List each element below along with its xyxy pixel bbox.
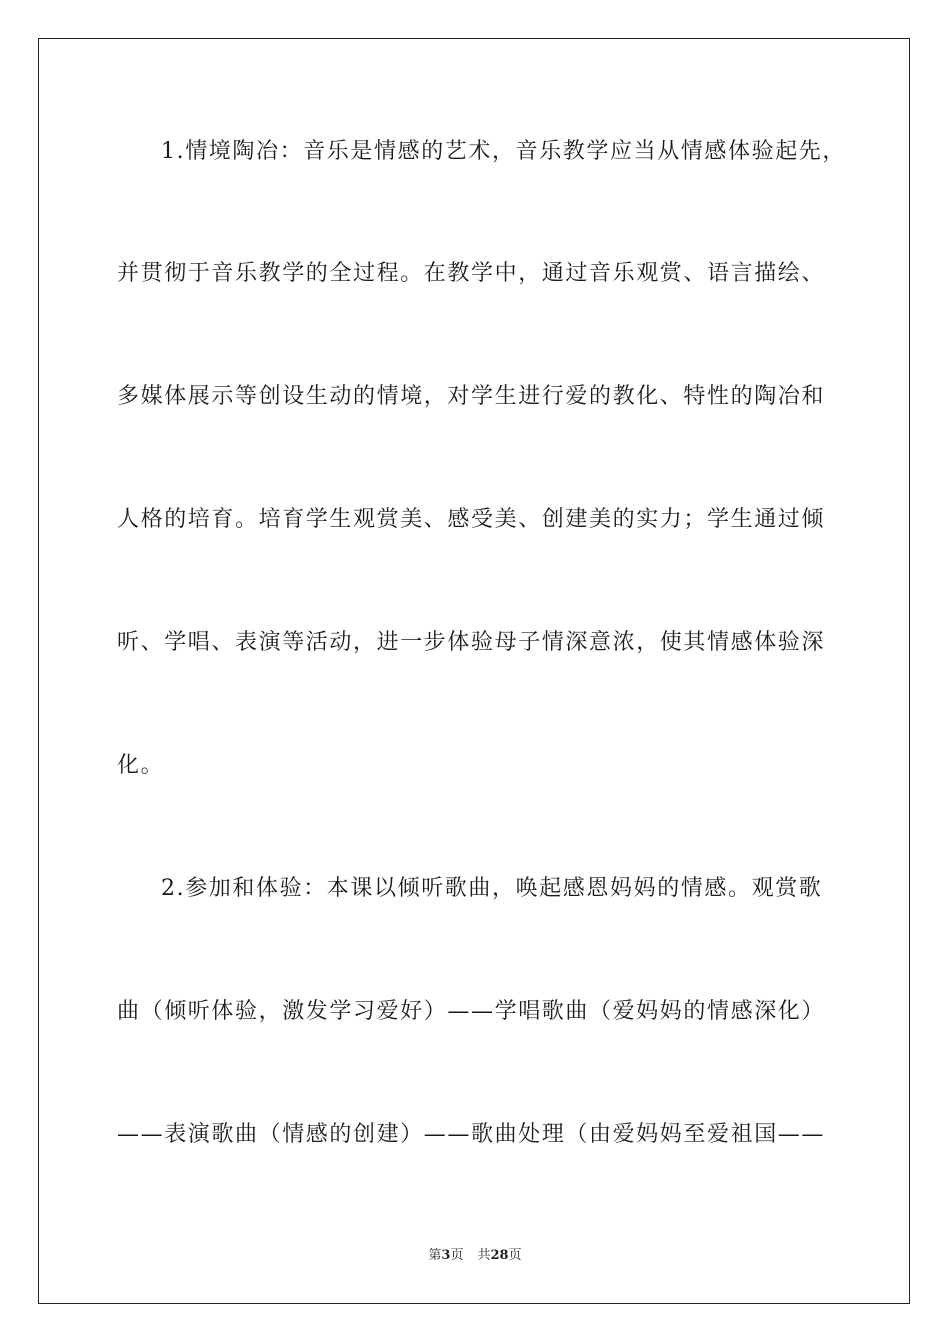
- paragraph-2-line-1: 2.参加和体验：本课以倾听歌曲，唤起感恩妈妈的情感。观赏歌: [161, 876, 823, 901]
- paragraph-1-line-3: 多媒体展示等创设生动的情境，对学生进行爱的教化、特性的陶冶和: [117, 384, 826, 409]
- paragraph-2-line-3: ——表演歌曲（情感的创建）——歌曲处理（由爱妈妈至爱祖国——: [117, 1122, 826, 1147]
- page-suffix: 页: [450, 1248, 464, 1263]
- paragraph-1-line-4: 人格的培育。培育学生观赏美、感受美、创建美的实力；学生通过倾: [117, 507, 826, 532]
- page-prefix: 第: [428, 1248, 442, 1263]
- total-pages: 28: [490, 1248, 509, 1263]
- paragraph-1-line-6: 化。: [117, 753, 165, 778]
- page-number: 3: [441, 1248, 451, 1263]
- paragraph-1-line-5: 听、学唱、表演等活动，进一步体验母子情深意浓，使其情感体验深: [117, 630, 826, 655]
- page-border: [38, 38, 910, 1304]
- page-footer: [0, 1248, 950, 1264]
- paragraph-1-line-1: 1.情境陶冶：音乐是情感的艺术，音乐教学应当从情感体验起先，: [161, 139, 846, 164]
- paragraph-1-line-2: 并贯彻于音乐教学的全过程。在教学中，通过音乐观赏、语言描绘、: [117, 261, 826, 286]
- paragraph-2-line-2: 曲（倾听体验，激发学习爱好）——学唱歌曲（爱妈妈的情感深化）: [117, 999, 826, 1024]
- total-prefix: 共: [477, 1248, 491, 1263]
- total-suffix: 页: [508, 1248, 522, 1263]
